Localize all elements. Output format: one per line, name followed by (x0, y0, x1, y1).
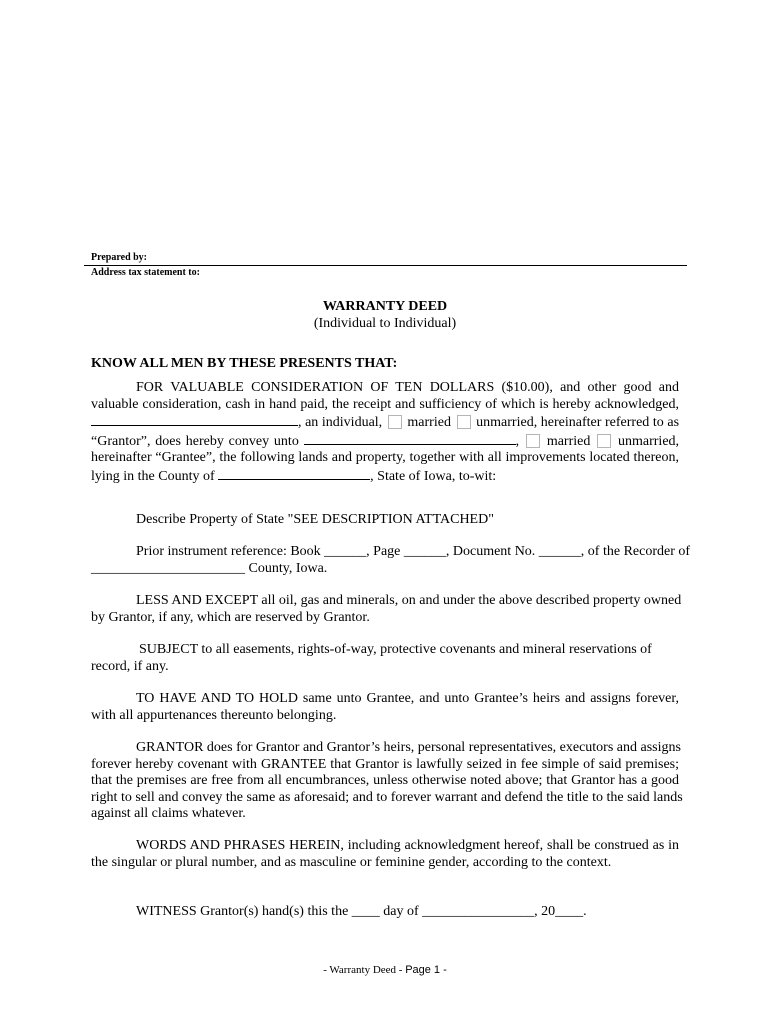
header-divider (84, 265, 687, 266)
grantor-line-4: right to sell and convey the same as aforesaid; and to forever warrant and defend the title to the said lands (91, 789, 683, 805)
grantee-married-checkbox[interactable] (526, 434, 540, 448)
words-line-2: the singular or plural number, and as masculine or feminine gender, according to the context. (91, 854, 612, 870)
document-subtitle: (Individual to Individual) (313, 316, 457, 331)
grantee-unmarried-checkbox[interactable] (597, 434, 611, 448)
grantor-unmarried-checkbox[interactable] (457, 415, 471, 429)
consideration-line-1: FOR VALUABLE CONSIDERATION OF TEN DOLLARS ($10.00), and other good and (136, 380, 679, 395)
grantor-married-checkbox[interactable] (388, 415, 402, 429)
prepared-by-label: Prepared by: (91, 252, 148, 263)
footer-page-number: Page 1 - (405, 964, 447, 976)
consideration-line-5: hereinafter “Grantee”, the following lands and property, together with all improvements located thereon, (91, 450, 679, 465)
subject-line-1: SUBJECT to all easements, rights-of-way, protective covenants and mineral reservations of (139, 642, 652, 657)
words-phrases-paragraph (91, 838, 679, 871)
consideration-line-2: valuable consideration, cash in hand paid, the receipt and sufficiency of which is hereby acknowledged, (91, 396, 679, 412)
consideration-line-6: lying in the County of , State of Iowa, to-wit: (91, 468, 497, 484)
grantor-line-3: that the premises are free from all encumbrances, unless otherwise noted above; that Grantor has a good (91, 773, 679, 788)
words-line-1: WORDS AND PHRASES HEREIN, including acknowledgment hereof, shall be construed as in (136, 838, 679, 853)
subject-line-2: record, if any. (91, 658, 169, 674)
witness-line: WITNESS Grantor(s) hand(s) this the ____ day of ________________, 20____. (136, 904, 587, 919)
habendum-line-2: with all appurtenances thereunto belonging. (91, 707, 337, 723)
less-except-line-2: by Grantor, if any, which are reserved by Grantor. (91, 609, 370, 625)
footer-label: - Warranty Deed - (323, 964, 403, 976)
consideration-line-3: , an individual, married unmarried, hereinafter referred to as (91, 413, 679, 432)
less-except-line-1: LESS AND EXCEPT all oil, gas and minerals, on and under the above described property owned (136, 593, 682, 608)
describe-property-text: Describe Property of State "SEE DESCRIPTION ATTACHED" (136, 512, 494, 527)
witness-paragraph (91, 904, 679, 921)
document-title: WARRANTY DEED (322, 299, 448, 314)
grantor-name-blank[interactable] (91, 413, 298, 426)
grantee-name-blank[interactable] (304, 432, 516, 445)
prior-reference-paragraph (91, 544, 691, 577)
grantor-line-2: forever hereby covenant with GRANTEE that Grantor is lawfully seized in fee simple of said premises; (91, 756, 679, 772)
address-tax-label: Address tax statement to: (91, 267, 200, 278)
page-footer (0, 964, 770, 976)
consideration-paragraph (91, 380, 679, 485)
grantor-line-5: against all claims whatever. (91, 806, 246, 821)
prior-reference-line-2: ______________________ County, Iowa. (91, 560, 328, 576)
less-except-paragraph (91, 593, 682, 626)
subject-paragraph (91, 642, 652, 675)
habendum-line-1: TO HAVE AND TO HOLD same unto Grantee, and unto Grantee’s heirs and assigns forever, (136, 691, 679, 706)
habendum-paragraph (91, 691, 679, 724)
grantor-covenant-paragraph (91, 740, 683, 823)
section-heading: KNOW ALL MEN BY THESE PRESENTS THAT: (91, 356, 398, 371)
prior-reference-line-1: Prior instrument reference: Book ______, Page ______, Document No. ______, of the Recorder of (136, 544, 691, 559)
describe-paragraph (91, 512, 679, 529)
consideration-line-4: “Grantor”, does hereby convey unto , married unmarried, (91, 433, 680, 449)
grantor-line-1: GRANTOR does for Grantor and Grantor’s heirs, personal representatives, executors and assigns (136, 740, 681, 755)
county-blank[interactable] (218, 467, 370, 480)
